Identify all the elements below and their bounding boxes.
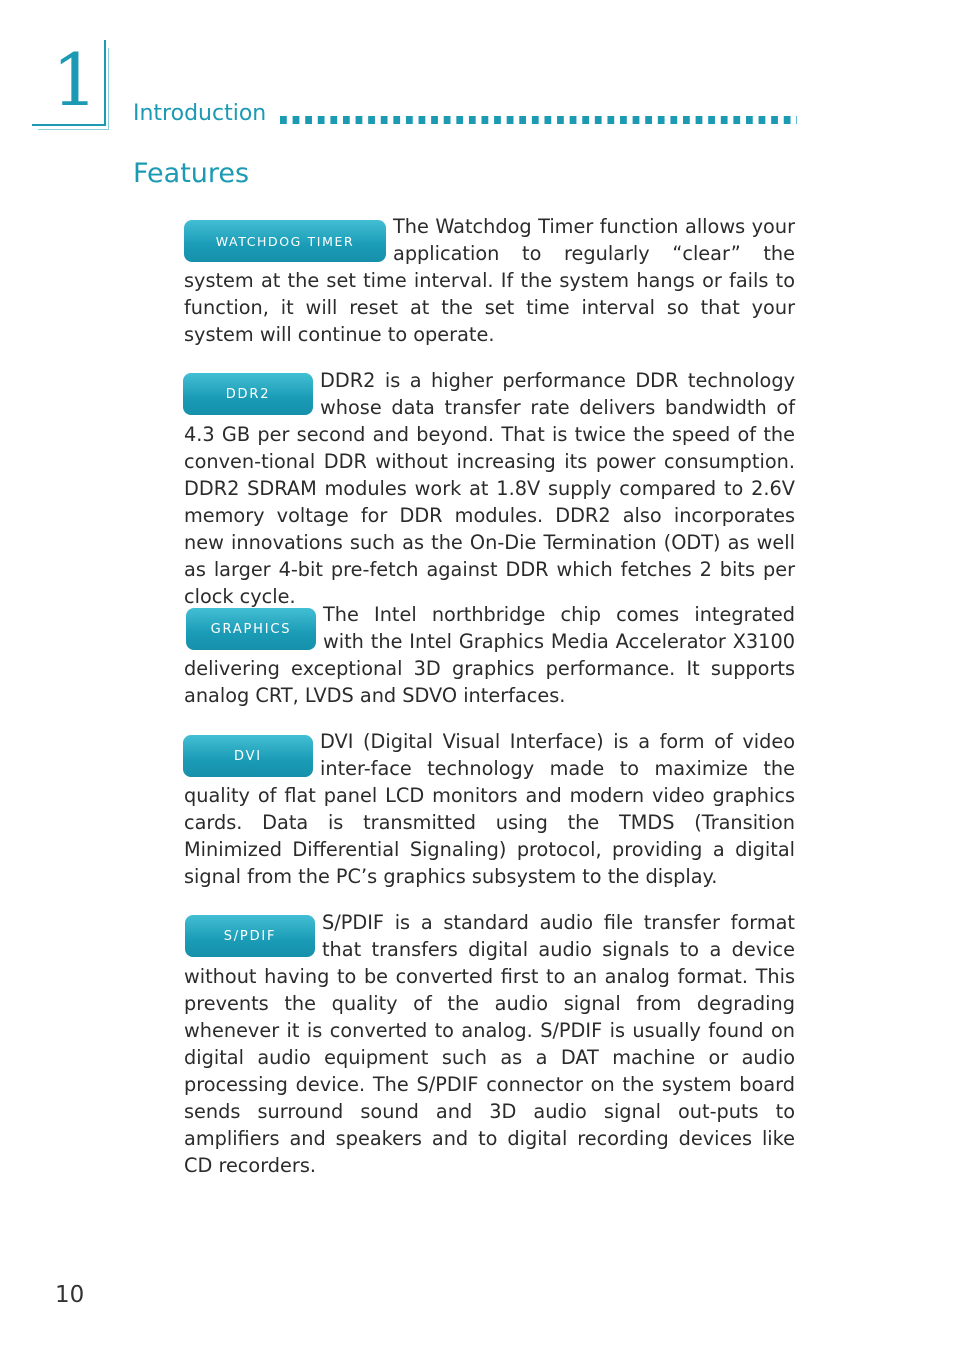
graphics-text: The Intel northbridge chip comes integrated with the Intel Graphics Media Accelerator X3100 delivering exceptional 3D graphics performance. It supports analog CRT, LVDS and SDVO interfaces. [184,603,795,707]
feature-watchdog-timer [184,213,795,348]
ddr2-badge: DDR2 [183,373,313,415]
chapter-rule-vertical-shadow [108,48,109,130]
section-label: Introduction [133,101,267,126]
feature-dvi [184,728,795,890]
chapter-rule-horizontal [32,124,106,126]
chapter-number: 1 [52,38,98,122]
section-dot-leader [280,116,797,124]
page-number: 10 [55,1282,85,1308]
dvi-text: DVI (Digital Visual Interface) is a form of video inter-face technology made to maximize the quality of flat panel LCD monitors and modern video graphics cards. Data is transmitted using the TMDS (Transition Minimized Differential Signaling) protocol, providing a digital signal from the PC’s graphics subsystem to the display. [184,730,795,888]
watchdog-timer-badge: WATCHDOG TIMER [184,220,386,262]
watchdog-timer-text: The Watchdog Timer function allows your application to regularly “clear” the system at the set time interval. If the system hangs or fails to function, it will reset at the set time interval so that your system will continue to operate. [184,215,795,346]
spdif-badge: S/PDIF [185,915,315,957]
spdif-text: S/PDIF is a standard audio file transfer format that transfers digital audio signals to a device without having to be converted first to an analog format. This prevents the quality of the audio signal from degrading whenever it is converted to analog. S/PDIF is usually found on digital audio equipment such as a DAT machine or audio processing device. The S/PDIF connector on the system board sends surround sound and 3D audio signal out-puts to amplifiers and speakers and to digital recording devices like CD recorders. [184,911,795,1177]
chapter-rule-horizontal-shadow [38,129,109,130]
dvi-badge: DVI [183,735,313,777]
feature-ddr2 [184,367,795,610]
chapter-rule-vertical [104,40,106,126]
graphics-badge: GRAPHICS [186,608,316,650]
ddr2-text: DDR2 is a higher performance DDR technology whose data transfer rate delivers bandwidth of 4.3 GB per second and beyond. That is twice the speed of the conven-tional DDR without increasing its power consumption. DDR2 SDRAM modules work at 1.8V supply compared to 2.6V memory voltage for DDR modules. DDR2 also incorporates new innovations such as the On-Die Termination (ODT) as well as larger 4-bit pre-fetch against DDR which fetches 2 bits per clock cycle. [184,369,795,608]
page-title: Features [133,158,250,189]
feature-graphics [184,601,795,709]
feature-spdif [184,909,795,1179]
